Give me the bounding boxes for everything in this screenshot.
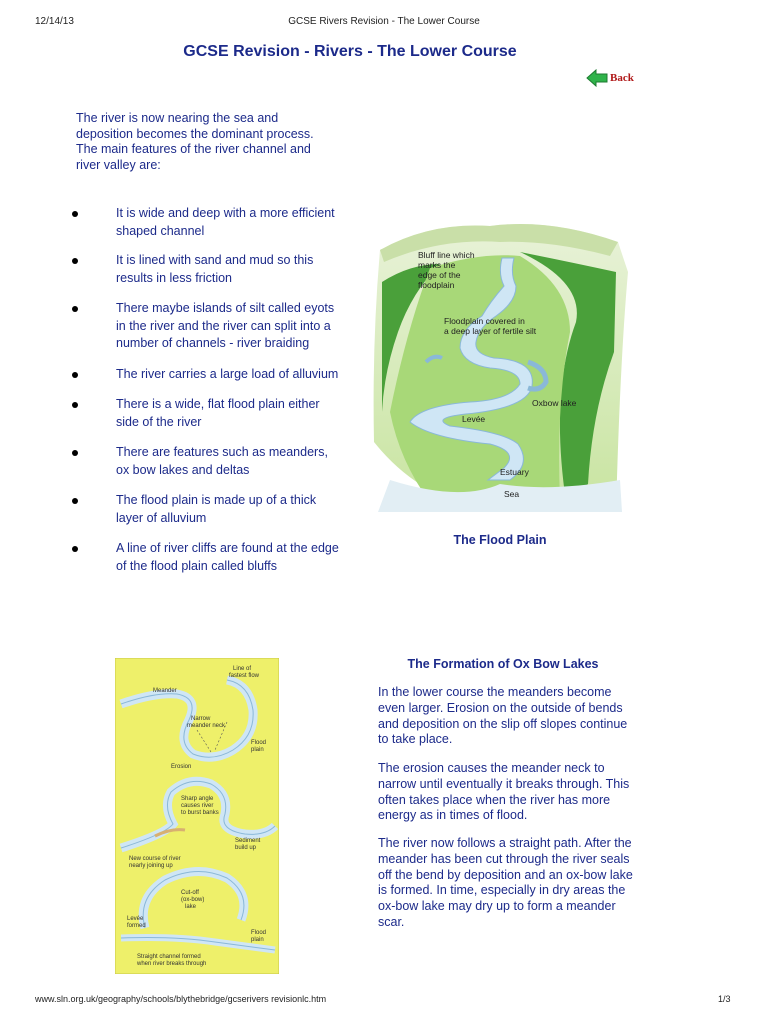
back-button[interactable] <box>586 68 648 88</box>
label-newcourse-2: nearly joining up <box>129 863 173 869</box>
intro-text <box>76 111 316 173</box>
label-estuary: Estuary <box>500 467 529 477</box>
oxbow-paragraph-1: In the lower course the meanders become even larger. Erosion on the outside of bends and deposition on the slip off slopes continue to take place. <box>378 685 628 747</box>
oxbow-paragraph-2: The erosion causes the meander neck to narrow until eventually it breaks through. This often takes place when the river has more energy as in times of flood. <box>378 761 630 823</box>
label-cutoff-2: (ox-bow) <box>181 897 205 903</box>
label-levee-1: Levée <box>127 916 144 922</box>
list-item: There is a wide, flat flood plain either side of the river <box>70 396 340 431</box>
list-item: The flood plain is made up of a thick layer of alluvium <box>70 492 340 527</box>
list-item: There are features such as meanders, ox bow lakes and deltas <box>70 444 340 479</box>
label-sharp-3: to burst banks <box>181 810 219 816</box>
intro-line-2: The main features of the river channel and river valley are: <box>76 142 311 172</box>
back-arrow-icon <box>586 69 608 87</box>
label-floodplain-1: Floodplain covered in <box>444 316 525 326</box>
label-straight-2: when river breaks through <box>137 961 207 967</box>
label-sediment-1: Sediment <box>235 838 261 844</box>
page-title: GCSE Revision - Rivers - The Lower Course <box>183 43 517 60</box>
oxbow-section-title: The Formation of Ox Bow Lakes <box>407 657 599 671</box>
label-line-fastest-1: Line of <box>233 666 252 672</box>
bullet-dot <box>72 498 78 504</box>
oxbow-formation-diagram <box>115 658 279 974</box>
label-meander: Meander <box>153 688 177 694</box>
label-newcourse-1: New course of river <box>129 856 181 862</box>
label-sharp-2: causes river <box>181 803 214 809</box>
footer-url: www.sln.org.uk/geography/schools/blythebridge/gcserivers revisionlc.htm <box>35 994 327 1004</box>
label-neck-1: Narrow <box>191 716 211 722</box>
bullet-dot <box>72 546 78 552</box>
footer-page-number: 1/3 <box>718 994 731 1004</box>
label-neck-2: meander neck <box>187 723 226 729</box>
bullet-dot <box>72 372 78 378</box>
label-bluff-3: edge of the <box>418 270 461 280</box>
features-list <box>70 205 340 575</box>
bullet-dot <box>72 306 78 312</box>
intro-line-1: The river is now nearing the sea and deposition becomes the dominant process. <box>76 111 314 141</box>
label-cutoff-1: Cut-off <box>181 890 199 896</box>
floodplain-diagram <box>370 212 632 514</box>
label-bluff-1: Bluff line which <box>418 250 475 260</box>
print-date: 12/14/13 <box>35 16 74 27</box>
back-label: Back <box>610 72 634 84</box>
list-item: It is wide and deep with a more efficient shaped channel <box>70 205 340 240</box>
label-bluff-4: floodplain <box>418 280 455 290</box>
label-straight-1: Straight channel formed <box>137 954 201 960</box>
floodplain-caption: The Flood Plain <box>453 533 547 547</box>
label-floodplain-2: a deep layer of fertile silt <box>444 326 537 336</box>
list-item: The river carries a large load of alluvium <box>70 366 340 384</box>
oxbow-paragraph-3: The river now follows a straight path. After the meander has been cut through the river seals off the bend by deposition and an ox-bow lake is formed. In time, especially in dry areas the ox-bow lake may dry up to form a meander scar. <box>378 836 633 929</box>
label-line-fastest-2: fastest flow <box>229 673 260 679</box>
bullet-dot <box>72 258 78 264</box>
label-sea: Sea <box>504 489 520 499</box>
label-fp2-2: plain <box>251 937 264 943</box>
label-erosion: Erosion <box>171 764 192 770</box>
bullet-dot <box>72 450 78 456</box>
label-cutoff-3: lake <box>185 904 197 910</box>
label-flood-2: plain <box>251 747 264 753</box>
print-page-title: GCSE Rivers Revision - The Lower Course <box>288 16 480 27</box>
label-flood-1: Flood <box>251 740 267 746</box>
bullet-dot <box>72 402 78 408</box>
label-bluff-2: marks the <box>418 260 456 270</box>
list-item: It is lined with sand and mud so this results in less friction <box>70 252 340 287</box>
label-levee-2: formed <box>127 923 146 929</box>
label-sharp-1: Sharp angle <box>181 796 214 802</box>
label-levee: Levée <box>462 414 486 424</box>
label-fp2-1: Flood <box>251 930 267 936</box>
label-oxbow: Oxbow lake <box>532 398 577 408</box>
list-item: A line of river cliffs are found at the edge of the flood plain called bluffs <box>70 540 340 575</box>
bullet-dot <box>72 211 78 217</box>
list-item: There maybe islands of silt called eyots in the river and the river can split into a number of channels - river braiding <box>70 300 340 353</box>
label-sediment-2: build up <box>235 845 257 851</box>
